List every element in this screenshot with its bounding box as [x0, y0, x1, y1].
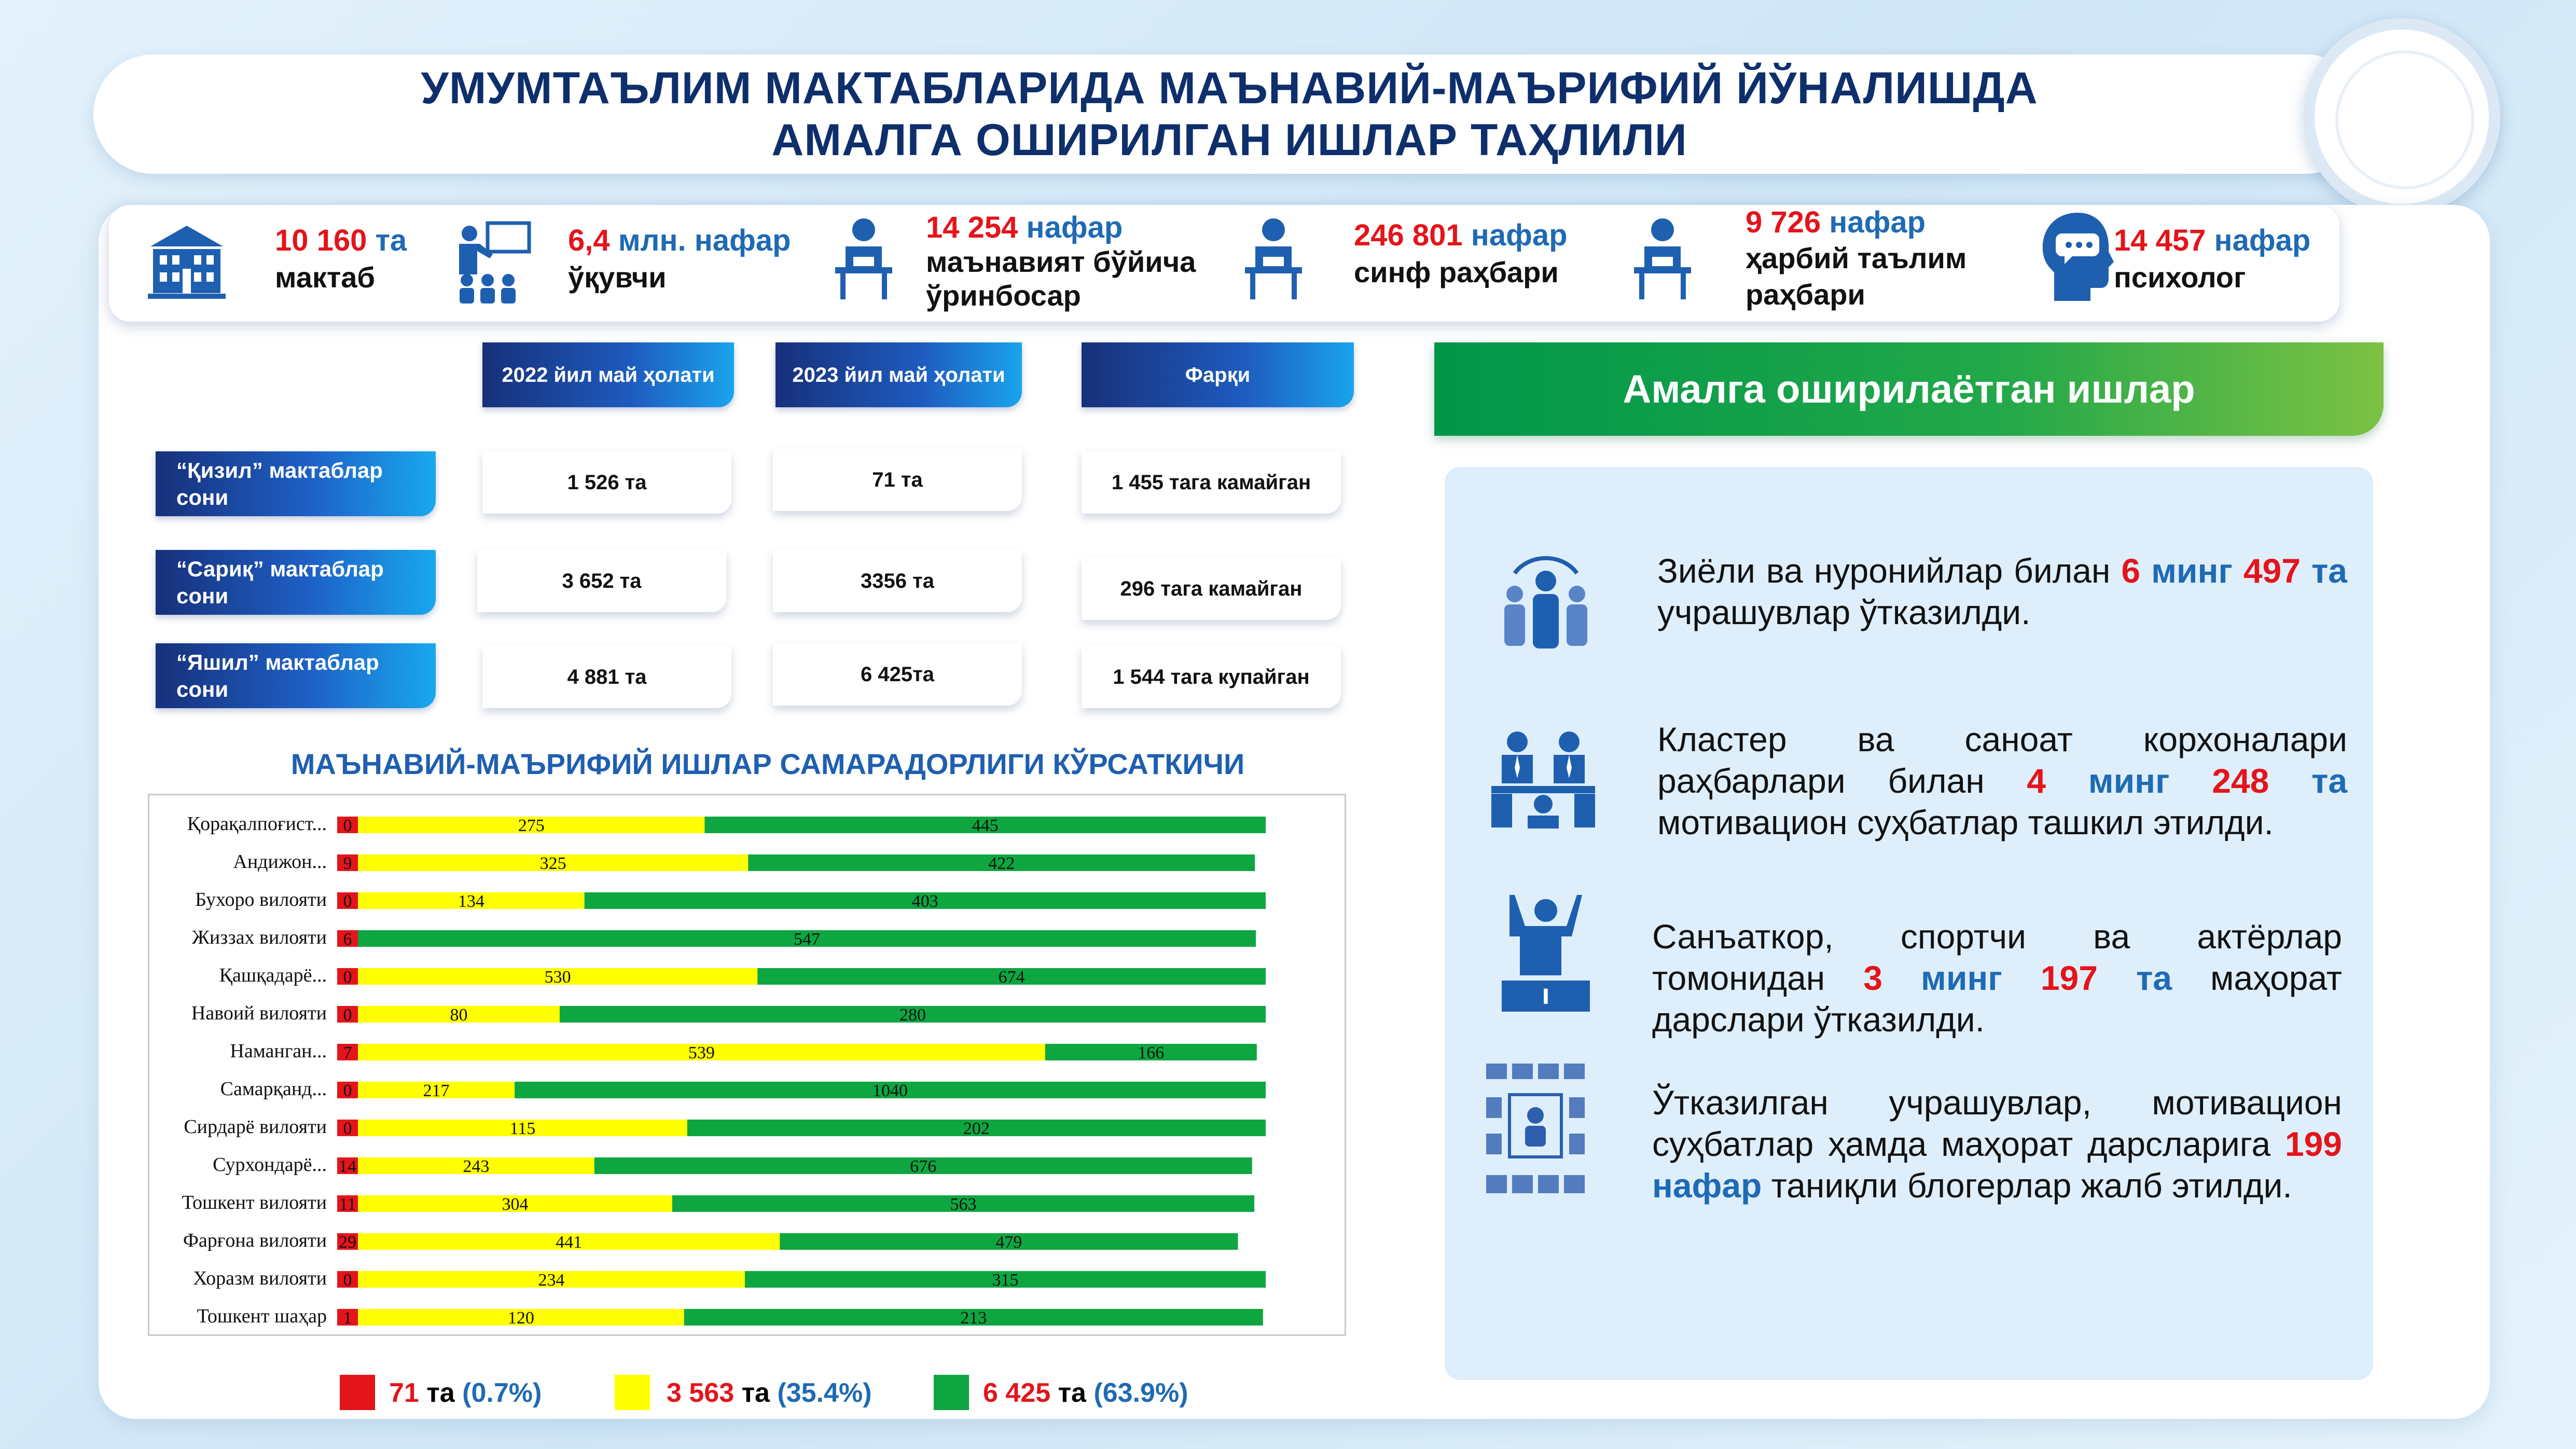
winner-podium-icon — [1499, 892, 1592, 1017]
category-label: Андижон... — [233, 851, 327, 873]
bar-value-label: 0 — [343, 1005, 352, 1025]
cell-red-2023: 71 та — [773, 449, 1022, 511]
bar-value-label: 115 — [509, 1119, 536, 1138]
bar-value-label: 14 — [339, 1157, 356, 1176]
category-label: Қорақалпоғист... — [187, 813, 327, 835]
bar-value-label: 0 — [343, 1271, 352, 1290]
work-item-2: Кластер ва саноат корхоналари раҳбарлари билан 4 минг 248 та мотивацион суҳбатлар ташкил этилди. — [1657, 720, 2348, 841]
category-label: Наманган... — [230, 1040, 327, 1062]
works-header: Амалга оширилаётган ишлар — [1434, 342, 2384, 436]
bar-value-label: 213 — [960, 1308, 987, 1328]
bar-value-label: 0 — [343, 816, 352, 835]
category-label: Сурхондарё... — [213, 1154, 327, 1176]
bar-value-label: 0 — [343, 1119, 352, 1138]
business-meeting-icon — [1489, 726, 1598, 830]
work-item-4: Ўтказилган учрашувлар, мотивацион суҳбатлар ҳамда маҳорат дарсларига 199 нафар таниқли блогерлар жалб этилди. — [1652, 1083, 2342, 1205]
bar-value-label: 547 — [794, 930, 821, 949]
bar-value-label: 530 — [544, 968, 571, 987]
svg-text:I: I — [1542, 985, 1550, 1009]
bar-value-label: 166 — [1138, 1043, 1165, 1062]
category-label: Жиззах вилояти — [191, 927, 327, 948]
category-label: Навоий вилояти — [191, 1002, 327, 1024]
category-label: Тошкент вилояти — [182, 1192, 327, 1213]
bar-value-label: 563 — [950, 1195, 977, 1214]
bar-value-label: 202 — [963, 1119, 990, 1138]
legend-green: 6 425 та (63.9%) — [983, 1378, 1188, 1408]
header-2022: 2022 йил май ҳолати — [482, 342, 734, 407]
bar-value-label: 676 — [910, 1157, 937, 1176]
bar-value-label: 217 — [423, 1081, 450, 1100]
bar-value-label: 243 — [463, 1157, 490, 1176]
cell-green-2023: 6 425та — [773, 643, 1022, 706]
cell-green-diff: 1 544 тага купайган — [1082, 646, 1341, 708]
category-label: Бухоро вилояти — [195, 889, 327, 910]
bar-value-label: 315 — [992, 1271, 1019, 1290]
cell-yellow-2022: 3 652 та — [477, 550, 726, 612]
bar-value-label: 674 — [998, 968, 1025, 987]
legend-red: 71 та (0.7%) — [389, 1378, 542, 1408]
bar-value-label: 9 — [343, 854, 352, 873]
bar-value-label: 280 — [899, 1005, 926, 1025]
title-line-2: АМАЛГА ОШИРИЛГАН ИШЛАР ТАҲЛИЛИ — [771, 115, 1687, 165]
bar-value-label: 7 — [343, 1043, 352, 1062]
legend-swatch-yellow — [615, 1375, 650, 1410]
row-label-green: “Яшил” мактаблар сони — [156, 643, 436, 708]
bar-value-label: 0 — [343, 892, 352, 911]
row-label-red: “Қизил” мактаблар сони — [156, 451, 436, 516]
bar-value-label: 304 — [502, 1195, 529, 1214]
row-label-yellow: “Сариқ” мактаблар сони — [156, 550, 436, 615]
work-item-3: Санъаткор, спортчи ва актёрлар томонидан 3 минг 197 та маҳорат дарслари ўтказилди. — [1652, 917, 2342, 1039]
work-item-1: Зиёли ва нуронийлар билан 6 минг 497 та учрашувлар ўтказилди. — [1657, 551, 2347, 631]
bar-value-label: 403 — [911, 892, 938, 911]
chart-title: МАЪНАВИЙ-МАЪРИФИЙ ИШЛАР САМАРАДОРЛИГИ КЎРСАТКИЧИ — [290, 748, 1245, 780]
meeting-people-icon — [1494, 550, 1598, 654]
cell-yellow-2023: 3356 та — [773, 550, 1022, 612]
cell-red-2022: 1 526 та — [482, 451, 731, 514]
bar-value-label: 0 — [343, 1081, 352, 1100]
bar-value-label: 422 — [988, 854, 1015, 873]
category-label: Сирдарё вилояти — [184, 1116, 327, 1138]
legend-yellow: 3 563 та (35.4%) — [667, 1378, 872, 1408]
category-label: Фарғона вилояти — [183, 1230, 327, 1251]
bar-value-label: 29 — [339, 1233, 356, 1252]
bar-value-label: 80 — [450, 1005, 468, 1025]
bar-value-label: 11 — [339, 1195, 356, 1214]
bar-value-label: 6 — [343, 930, 352, 949]
bloggers-grid-icon — [1484, 1061, 1587, 1201]
bar-value-label: 120 — [507, 1308, 534, 1328]
header-diff: Фарқи — [1082, 342, 1354, 407]
category-label: Қашқадарё... — [219, 964, 327, 986]
bar-value-label: 234 — [538, 1271, 565, 1290]
title-line-1: УМУМТАЪЛИМ МАКТАБЛАРИДА МАЪНАВИЙ-МАЪРИФИЙ ЙЎНАЛИШДА — [421, 63, 2038, 113]
bar-value-label: 445 — [972, 816, 999, 835]
legend-swatch-red — [340, 1375, 375, 1410]
bar-value-label: 1 — [343, 1308, 352, 1328]
category-label: Хоразм вилояти — [193, 1267, 327, 1289]
bar-value-label: 325 — [539, 854, 566, 873]
category-label: Самарқанд... — [220, 1078, 327, 1100]
bar-value-label: 1040 — [872, 1081, 908, 1100]
bar-value-label: 134 — [458, 892, 484, 911]
bar-value-label: 0 — [343, 968, 352, 987]
cell-yellow-diff: 296 тага камайган — [1082, 558, 1341, 620]
bar-value-label: 441 — [556, 1233, 583, 1252]
bar-value-label: 479 — [995, 1233, 1022, 1252]
category-label: Тошкент шаҳар — [197, 1305, 327, 1327]
bar-value-label: 539 — [688, 1043, 715, 1062]
cell-green-2022: 4 881 та — [482, 646, 731, 708]
header-2023: 2023 йил май ҳолати — [775, 342, 1022, 407]
bar-value-label: 275 — [518, 816, 545, 835]
legend-swatch-green — [934, 1375, 969, 1410]
cell-red-diff: 1 455 тага камайган — [1082, 451, 1341, 514]
